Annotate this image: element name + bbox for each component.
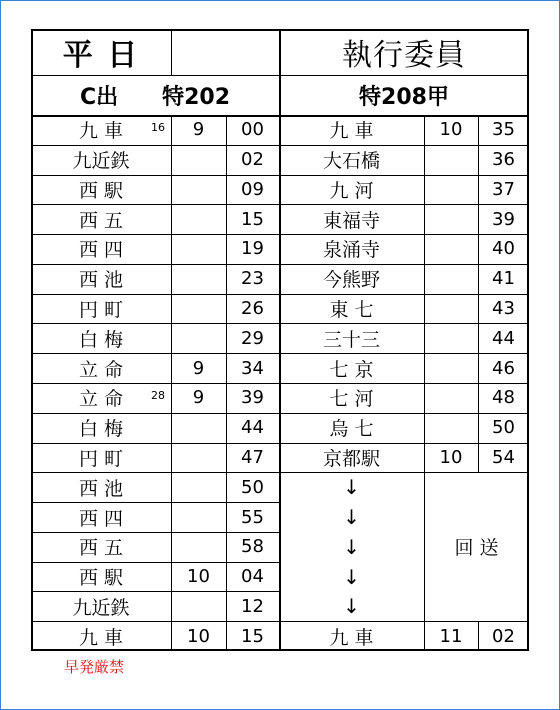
left-station: 西 五 bbox=[78, 209, 124, 232]
left-station: 西 池 bbox=[78, 477, 124, 500]
left-station: 白 梅 bbox=[78, 418, 124, 441]
footer-note: 早発厳禁 bbox=[64, 658, 125, 676]
left-hour bbox=[171, 294, 226, 324]
right-station: 東 七 bbox=[329, 299, 374, 322]
left-hour bbox=[171, 145, 226, 175]
left-hour bbox=[171, 472, 226, 502]
down-arrow-icon: ↓ bbox=[343, 505, 360, 529]
left-station: 九 車 bbox=[78, 626, 124, 649]
right-minute: 48 bbox=[492, 387, 515, 409]
right-hour bbox=[424, 294, 478, 324]
right-hour bbox=[424, 413, 478, 443]
right-station: 七 河 bbox=[329, 388, 374, 411]
timetable-sheet bbox=[31, 29, 529, 651]
right-minute: 35 bbox=[492, 119, 515, 141]
left-hour bbox=[171, 443, 226, 473]
left-station: 西 駅 bbox=[78, 567, 124, 590]
left-hour bbox=[171, 591, 226, 621]
left-minute: 09 bbox=[241, 178, 264, 200]
right-station: 九 車 bbox=[329, 120, 374, 143]
down-arrow-icon: ↓ bbox=[343, 475, 360, 500]
right-station: 今熊野 bbox=[322, 269, 380, 292]
right-minute: 43 bbox=[492, 298, 515, 320]
left-minute: 15 bbox=[241, 625, 264, 647]
left-hour: 9 bbox=[192, 387, 205, 409]
left-station: 西 五 bbox=[78, 537, 124, 560]
left-station: 白 梅 bbox=[78, 328, 124, 351]
left-station: 九 車 bbox=[78, 120, 124, 143]
left-station: 九近鉄 bbox=[72, 150, 130, 173]
deadhead-label: 回 送 bbox=[454, 537, 499, 560]
right-station: 九 河 bbox=[329, 179, 374, 202]
left-hour bbox=[171, 502, 226, 532]
right-hour: 10 bbox=[439, 119, 463, 141]
right-minute: 54 bbox=[492, 446, 515, 468]
left-minute: 50 bbox=[241, 476, 264, 498]
right-minute: 46 bbox=[492, 357, 515, 379]
left-hour: 10 bbox=[187, 625, 210, 647]
left-hour: 9 bbox=[192, 119, 205, 141]
left-hour bbox=[171, 204, 226, 234]
left-minute: 55 bbox=[241, 506, 264, 528]
down-arrow-icon: ↓ bbox=[343, 594, 360, 619]
right-station: 大石橋 bbox=[322, 150, 380, 173]
right-station: 京都駅 bbox=[322, 447, 380, 470]
right-minute: 40 bbox=[492, 238, 515, 260]
right-minute: 37 bbox=[492, 178, 515, 200]
left-hour bbox=[171, 323, 226, 353]
left-hour bbox=[171, 532, 226, 562]
left-minute: 29 bbox=[241, 327, 264, 349]
left-minute: 02 bbox=[241, 149, 264, 171]
right-hour bbox=[424, 383, 478, 413]
right-final-hour: 11 bbox=[439, 625, 463, 647]
right-station: 三十三 bbox=[322, 328, 380, 351]
left-minute: 19 bbox=[241, 238, 264, 260]
left-hour: 9 bbox=[192, 357, 205, 379]
right-train-label: 特208甲 bbox=[359, 84, 449, 110]
left-station: 西 四 bbox=[78, 507, 124, 530]
left-minute: 26 bbox=[241, 298, 264, 320]
left-row-note: 16 bbox=[151, 121, 165, 134]
left-row-note: 28 bbox=[151, 389, 165, 403]
day-type-label: 平 日 bbox=[62, 38, 140, 73]
right-final-station: 九 車 bbox=[329, 626, 374, 649]
left-minute: 23 bbox=[241, 268, 264, 290]
left-minute: 00 bbox=[241, 119, 264, 141]
left-station: 立 命 bbox=[78, 388, 124, 411]
left-station: 西 池 bbox=[78, 269, 124, 292]
right-hour bbox=[424, 264, 478, 294]
left-train-label: C出 特202 bbox=[79, 84, 231, 110]
left-hour bbox=[171, 413, 226, 443]
left-minute: 12 bbox=[241, 595, 264, 617]
right-minute: 50 bbox=[492, 417, 515, 439]
left-station: 西 駅 bbox=[78, 179, 124, 202]
right-minute: 36 bbox=[492, 149, 515, 171]
left-hour: 10 bbox=[187, 566, 210, 588]
left-station: 立 命 bbox=[78, 358, 124, 381]
right-minute: 41 bbox=[492, 268, 515, 290]
right-station: 東福寺 bbox=[322, 209, 380, 232]
left-station: 西 四 bbox=[78, 239, 124, 262]
left-hour bbox=[171, 175, 226, 205]
left-station: 円 町 bbox=[78, 447, 124, 470]
right-station: 七 京 bbox=[329, 358, 374, 381]
right-hour bbox=[424, 353, 478, 383]
left-station: 九近鉄 bbox=[72, 596, 130, 619]
crew-title: 執行委員 bbox=[342, 38, 466, 73]
right-station: 泉涌寺 bbox=[322, 239, 380, 262]
right-final-minute: 02 bbox=[492, 625, 515, 647]
left-minute: 58 bbox=[241, 536, 264, 558]
down-arrow-icon: ↓ bbox=[343, 534, 360, 559]
right-hour bbox=[424, 145, 478, 175]
right-hour bbox=[424, 204, 478, 234]
header-divider-left bbox=[171, 29, 172, 75]
right-minute: 39 bbox=[492, 208, 515, 230]
left-hour bbox=[171, 234, 226, 264]
right-station: 烏 七 bbox=[329, 418, 374, 441]
down-arrow-icon: ↓ bbox=[343, 564, 360, 589]
right-hour bbox=[424, 175, 478, 205]
left-minute: 34 bbox=[241, 357, 264, 379]
right-hour bbox=[424, 234, 478, 264]
left-hour bbox=[171, 264, 226, 294]
left-station: 円 町 bbox=[78, 299, 124, 322]
left-minute: 39 bbox=[241, 387, 264, 409]
right-minute: 44 bbox=[492, 327, 515, 349]
left-minute: 04 bbox=[241, 566, 264, 588]
right-hour bbox=[424, 323, 478, 353]
left-minute: 47 bbox=[241, 446, 264, 468]
right-hour: 10 bbox=[439, 446, 463, 468]
left-minute: 15 bbox=[241, 208, 264, 230]
left-minute: 44 bbox=[241, 417, 264, 439]
